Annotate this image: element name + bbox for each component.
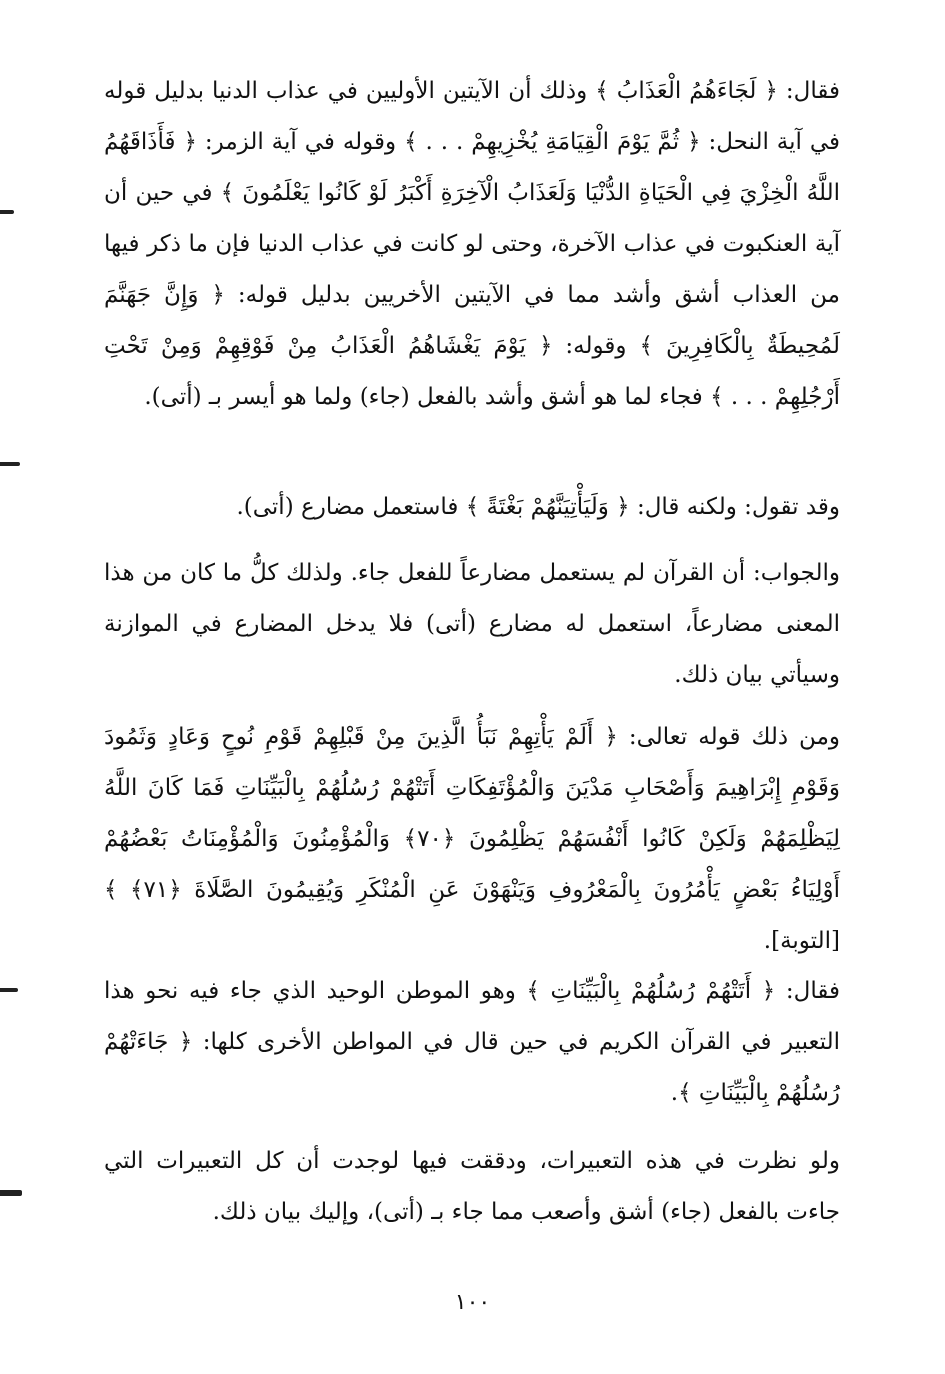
paragraph-5 — [104, 966, 840, 1119]
paragraph-text: فقال: ﴿ أَتَتْهُمْ رُسُلُهُمْ بِالْبَيِّنَاتِ ﴾ وهو الموطن الوحيد الذي جاء فيه نحو هذا التعبير في القرآن الكريم في حين قال في المواطن الأخرى كلها: ﴿ جَاءَتْهُمْ رُسُلُهُمْ بِالْبَيِّنَاتِ ﴾. — [104, 978, 840, 1106]
paragraph-2 — [104, 482, 840, 533]
paragraph-text: وقد تقول: ولكنه قال: ﴿ وَلَيَأْتِيَنَّهُمْ بَغْتَةً ﴾ فاستعمل مضارع (أتى). — [236, 494, 840, 520]
paragraph-4 — [104, 712, 840, 967]
paragraph-text: فقال: ﴿ لَجَاءَهُمُ الْعَذَابُ ﴾ وذلك أن الآيتين الأوليين في عذاب الدنيا بدليل قوله في آية النحل: ﴿ ثُمَّ يَوْمَ الْقِيَامَةِ يُخْزِيهِمْ . . . ﴾ وقوله في آية الزمر: ﴿ فَأَذَاقَهُمُ اللَّهُ الْخِزْيَ فِي الْحَيَاةِ الدُّنْيَا وَلَعَذَابُ الْآخِرَةِ أَكْبَرُ لَوْ كَانُوا يَعْلَمُونَ ﴾ في حين أن آية العنكبوت في عذاب الآخرة، وحتى لو كانت في عذاب الدنيا فإن ما ذكر فيها من العذاب أشق وأشد مما في الآيتين الأخريين بدليل قوله: ﴿ وَإِنَّ جَهَنَّمَ لَمُحِيطَةٌ بِالْكَافِرِينَ ﴾ وقوله: ﴿ يَوْمَ يَغْشَاهُمُ الْعَذَابُ مِنْ فَوْقِهِمْ وَمِنْ تَحْتِ أَرْجُلِهِمْ . . . ﴾ فجاء لما هو أشق وأشد بالفعل (جاء) ولما هو أيسر بـ (أتى). — [104, 78, 840, 410]
scan-margin-mark — [0, 462, 20, 466]
paragraph-text: والجواب: أن القرآن لم يستعمل مضارعاً للفعل جاء. ولذلك كلُّ ما كان من هذا المعنى مضارعاً، استعمل له مضارع (أتى) فلا يدخل المضارع في الموازنة وسيأتي بيان ذلك. — [104, 560, 840, 688]
scan-margin-mark — [0, 988, 18, 992]
paragraph-text: ومن ذلك قوله تعالى: ﴿ أَلَمْ يَأْتِهِمْ نَبَأُ الَّذِينَ مِنْ قَبْلِهِمْ قَوْمِ نُوحٍ وَعَادٍ وَثَمُودَ وَقَوْمِ إِبْرَاهِيمَ وَأَصْحَابِ مَدْيَنَ وَالْمُؤْتَفِكَاتِ أَتَتْهُمْ رُسُلُهُمْ بِالْبَيِّنَاتِ فَمَا كَانَ اللَّهُ لِيَظْلِمَهُمْ وَلَكِنْ كَانُوا أَنْفُسَهُمْ يَظْلِمُونَ ﴿٧٠﴾ وَالْمُؤْمِنُونَ وَالْمُؤْمِنَاتُ بَعْضُهُمْ أَوْلِيَاءُ بَعْضٍ يَأْمُرُونَ بِالْمَعْرُوفِ وَيَنْهَوْنَ عَنِ الْمُنْكَرِ وَيُقِيمُونَ الصَّلَاةَ ﴿٧١﴾ ﴾ [التوبة]. — [104, 724, 841, 954]
paragraph-3 — [104, 548, 840, 701]
scan-margin-mark — [0, 1190, 22, 1196]
paragraph-text: ولو نظرت في هذه التعبيرات، ودققت فيها لوجدت أن كل التعبيرات التي جاءت بالفعل (جاء) أشق وأصعب مما جاء بـ (أتى)، وإليك بيان ذلك. — [104, 1148, 840, 1225]
scan-margin-mark — [0, 210, 14, 214]
paragraph-6 — [104, 1136, 840, 1238]
paragraph-1 — [104, 66, 840, 423]
page-number: ١٠٠ — [454, 1290, 491, 1315]
